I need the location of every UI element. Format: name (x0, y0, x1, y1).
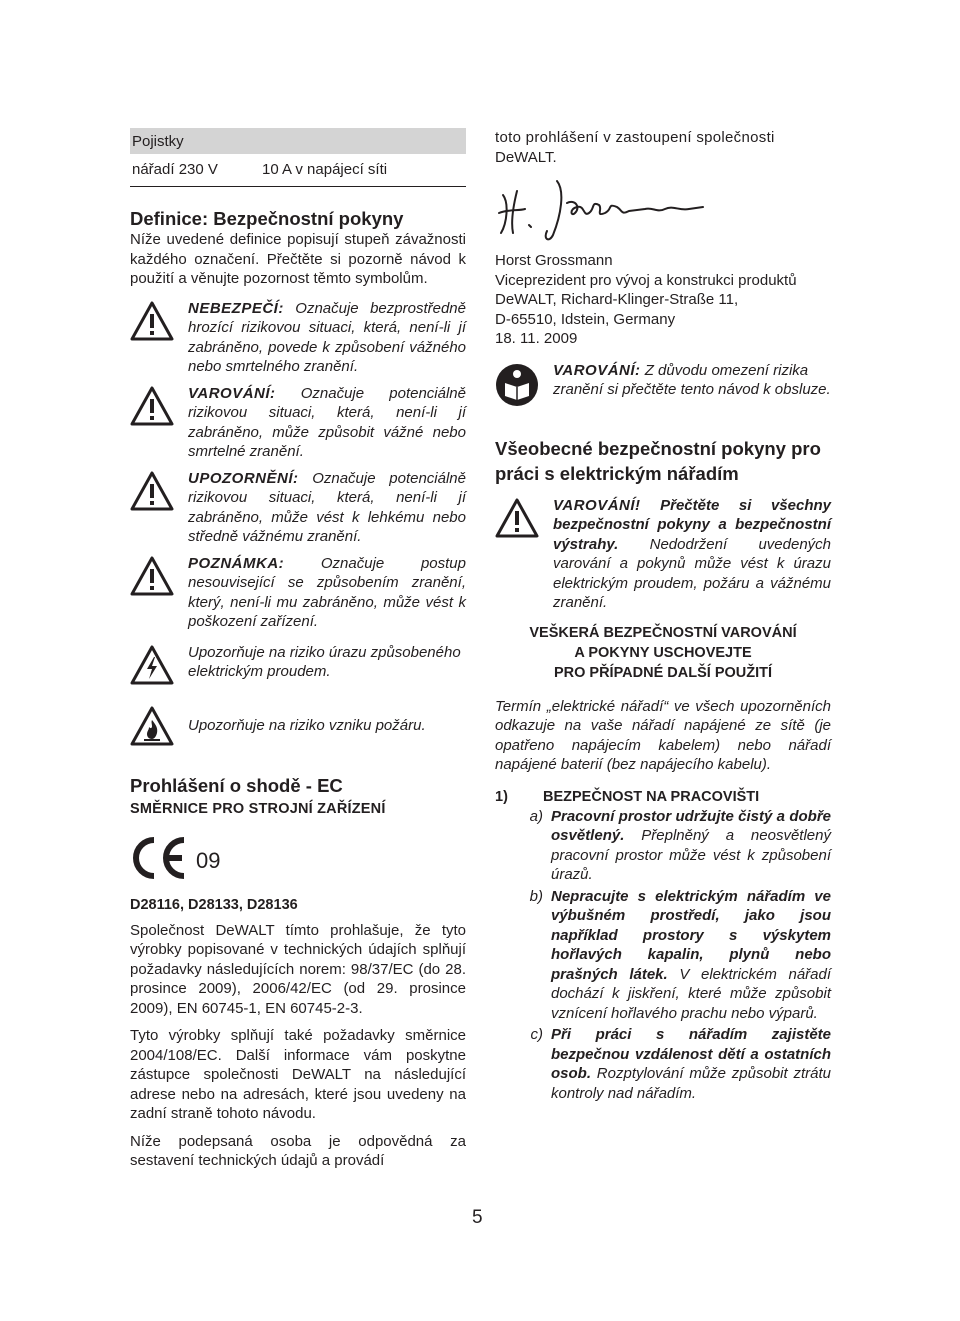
general-safety-title: Všeobecné bezpečnostní pokyny pro práci s elektrickým nářadím (495, 437, 821, 484)
declaration-paragraph-3: Níže podepsaná osoba je odpovědná za sestavení technických údajů a provádí (130, 1132, 466, 1169)
electric-shock-icon (130, 643, 188, 690)
caution-triangle-icon (130, 469, 188, 547)
read-manual-text: VAROVÁNÍ: Z důvodu omezení rizika zranění si přečtěte tento návod k obsluze. (553, 361, 831, 398)
fire-text: Upozorňuje na riziko vzniku požáru. (188, 716, 426, 734)
model-numbers: D28116, D28133, D28136 (130, 896, 298, 913)
electric-text: Upozorňuje na riziko úrazu způsobeného elektrickým proudem. (188, 643, 461, 680)
fuses-value: 10 A v napájecí síti (262, 161, 388, 178)
fuses-row (130, 154, 466, 187)
declaration-paragraph-4: toto prohlášení v zastoupení společnosti (495, 129, 775, 146)
signatory-title: Viceprezident pro vývoj a konstrukci produktů (495, 271, 797, 289)
fuses-header: Pojistky (130, 128, 466, 154)
list-item: c) Při práci s nářadím zajistěte bezpečnou vzdálenost dětí a ostatních osob. Rozptylování může způsobit ztrátu kontroly nad nářadím. (530, 1026, 831, 1102)
declaration-brand-end: DeWALT. (495, 148, 557, 166)
signatory-address: DeWALT, Richard-Klinger-Straße 11, (495, 291, 739, 308)
ce-year: 09 (196, 847, 221, 873)
warning-triangle-icon (130, 384, 188, 462)
notice-text: POZNÁMKA: Označuje postup nesouvisející se způsobením zranění, který, není-li mu zabráněno, může vést k poškození zařízení. (188, 554, 466, 630)
electric-definition (130, 643, 466, 690)
work-area-section-title: 1) BEZPEČNOST NA PRACOVIŠTI (495, 788, 760, 805)
read-manual-icon (495, 361, 553, 412)
danger-triangle-icon (130, 299, 188, 377)
keep-instructions-notice: VEŠKERÁ BEZPEČNOSTNÍ VAROVÁNÍ A POKYNY USCHOVEJTE PRO PŘÍPADNÉ DALŠÍ POUŽITÍ (529, 624, 797, 681)
left-column (130, 128, 466, 1171)
danger-text: NEBEZPEČÍ: Označuje bezprostředně hrozící rizikovou situaci, která, není-li jí zabráněno, povede k způsobení vážného nebo smrtelného zranění. (188, 299, 466, 375)
declaration-paragraph-2: Tyto výrobky splňují také požadavky směrnice 2004/108/EC. Další informace vám poskytne zástupce společnosti DeWALT na následující adrese nebo na adresách, které jsou uvedeny na zadní straně tohoto návodu. (130, 1027, 466, 1122)
general-warning-text: VAROVÁNÍ! Přečtěte si všechny bezpečnostní pokyny a bezpečnostní výstrahy. Nedodržení uvedených varování a pokynů může vést k úrazu elektrickým proudem, požáru a vážnému zranění. (553, 496, 831, 611)
definitions-title: Definice: Bezpečnostní pokyny (130, 208, 404, 229)
read-manual-warning (495, 361, 831, 412)
signatory-name: Horst Grossmann (495, 252, 613, 269)
fire-definition (130, 704, 466, 751)
warning-text: VAROVÁNÍ: Označuje potenciálně rizikovou situaci, která, není-li jí zabráněno, může způsobit vážné nebo smrtelné zranění. (188, 384, 466, 460)
definitions-intro: Níže uvedené definice popisují stupeň závažnosti každého označení. Přečtěte si pozorně návod k použití a věnujte pozornost těmto symbolům. (130, 231, 466, 287)
danger-definition (130, 299, 466, 377)
warning-definition (130, 384, 466, 462)
ce-logo-icon (130, 836, 188, 880)
ce-mark (130, 833, 466, 883)
power-tool-term: Termín „elektrické nářadí“ ve všech upozorněních odkazuje na vaše nářadí napájené ze sítě (je opatřeno napájecím kabelem) nebo nářadí napájené baterií (bez napájecího kabelu). (495, 697, 831, 773)
signatory-address-2: D-65510, Idstein, Germany (495, 310, 676, 328)
notice-definition (130, 554, 466, 632)
list-item: a) Pracovní prostor udržujte čistý a dobře osvětlený. Přeplněný a neosvětlený pracovní prostor může vést k způsobení úrazů. (529, 807, 831, 883)
declaration-date: 18. 11. 2009 (495, 330, 578, 347)
page-number: 5 (472, 1207, 483, 1228)
fire-hazard-icon (130, 704, 188, 751)
general-warning-triangle-icon (495, 496, 553, 613)
notice-triangle-icon (130, 554, 188, 632)
right-column (495, 128, 831, 1103)
declaration-subtitle: SMĚRNICE PRO STROJNÍ ZAŘÍZENÍ (130, 800, 386, 817)
caution-text: UPOZORNĚNÍ: Označuje potenciálně rizikovou situaci, která, není-li jí zabráněno, může vést k lehkému nebo středně vážnému zranění. (188, 469, 466, 545)
list-item: b) Nepracujte s elektrickým nářadím ve výbušném prostředí, jako jsou například prostory s výskytem hořlavých kapalin, plynů nebo prašných látek. V elektrickém nářadí dochází k jiskření, které může způsobit vznícení hořlavého prachu nebo výparů. (529, 887, 832, 1022)
declaration-paragraph-1: Společnost DeWALT tímto prohlašuje, že tyto výrobky popisované v technických údajích splňují požadavky následujících norem: 98/37/EC (do 28. prosince 2009), 2006/42/EC (od 29. prosince 2009), EN 60745-1, EN 60745-2-3. (130, 921, 466, 1017)
fuses-tool: nářadí 230 V (132, 161, 218, 178)
caution-definition (130, 469, 466, 547)
declaration-title: Prohlášení o shodě - EC (130, 774, 343, 796)
signature (495, 173, 831, 247)
general-warning (495, 496, 831, 613)
